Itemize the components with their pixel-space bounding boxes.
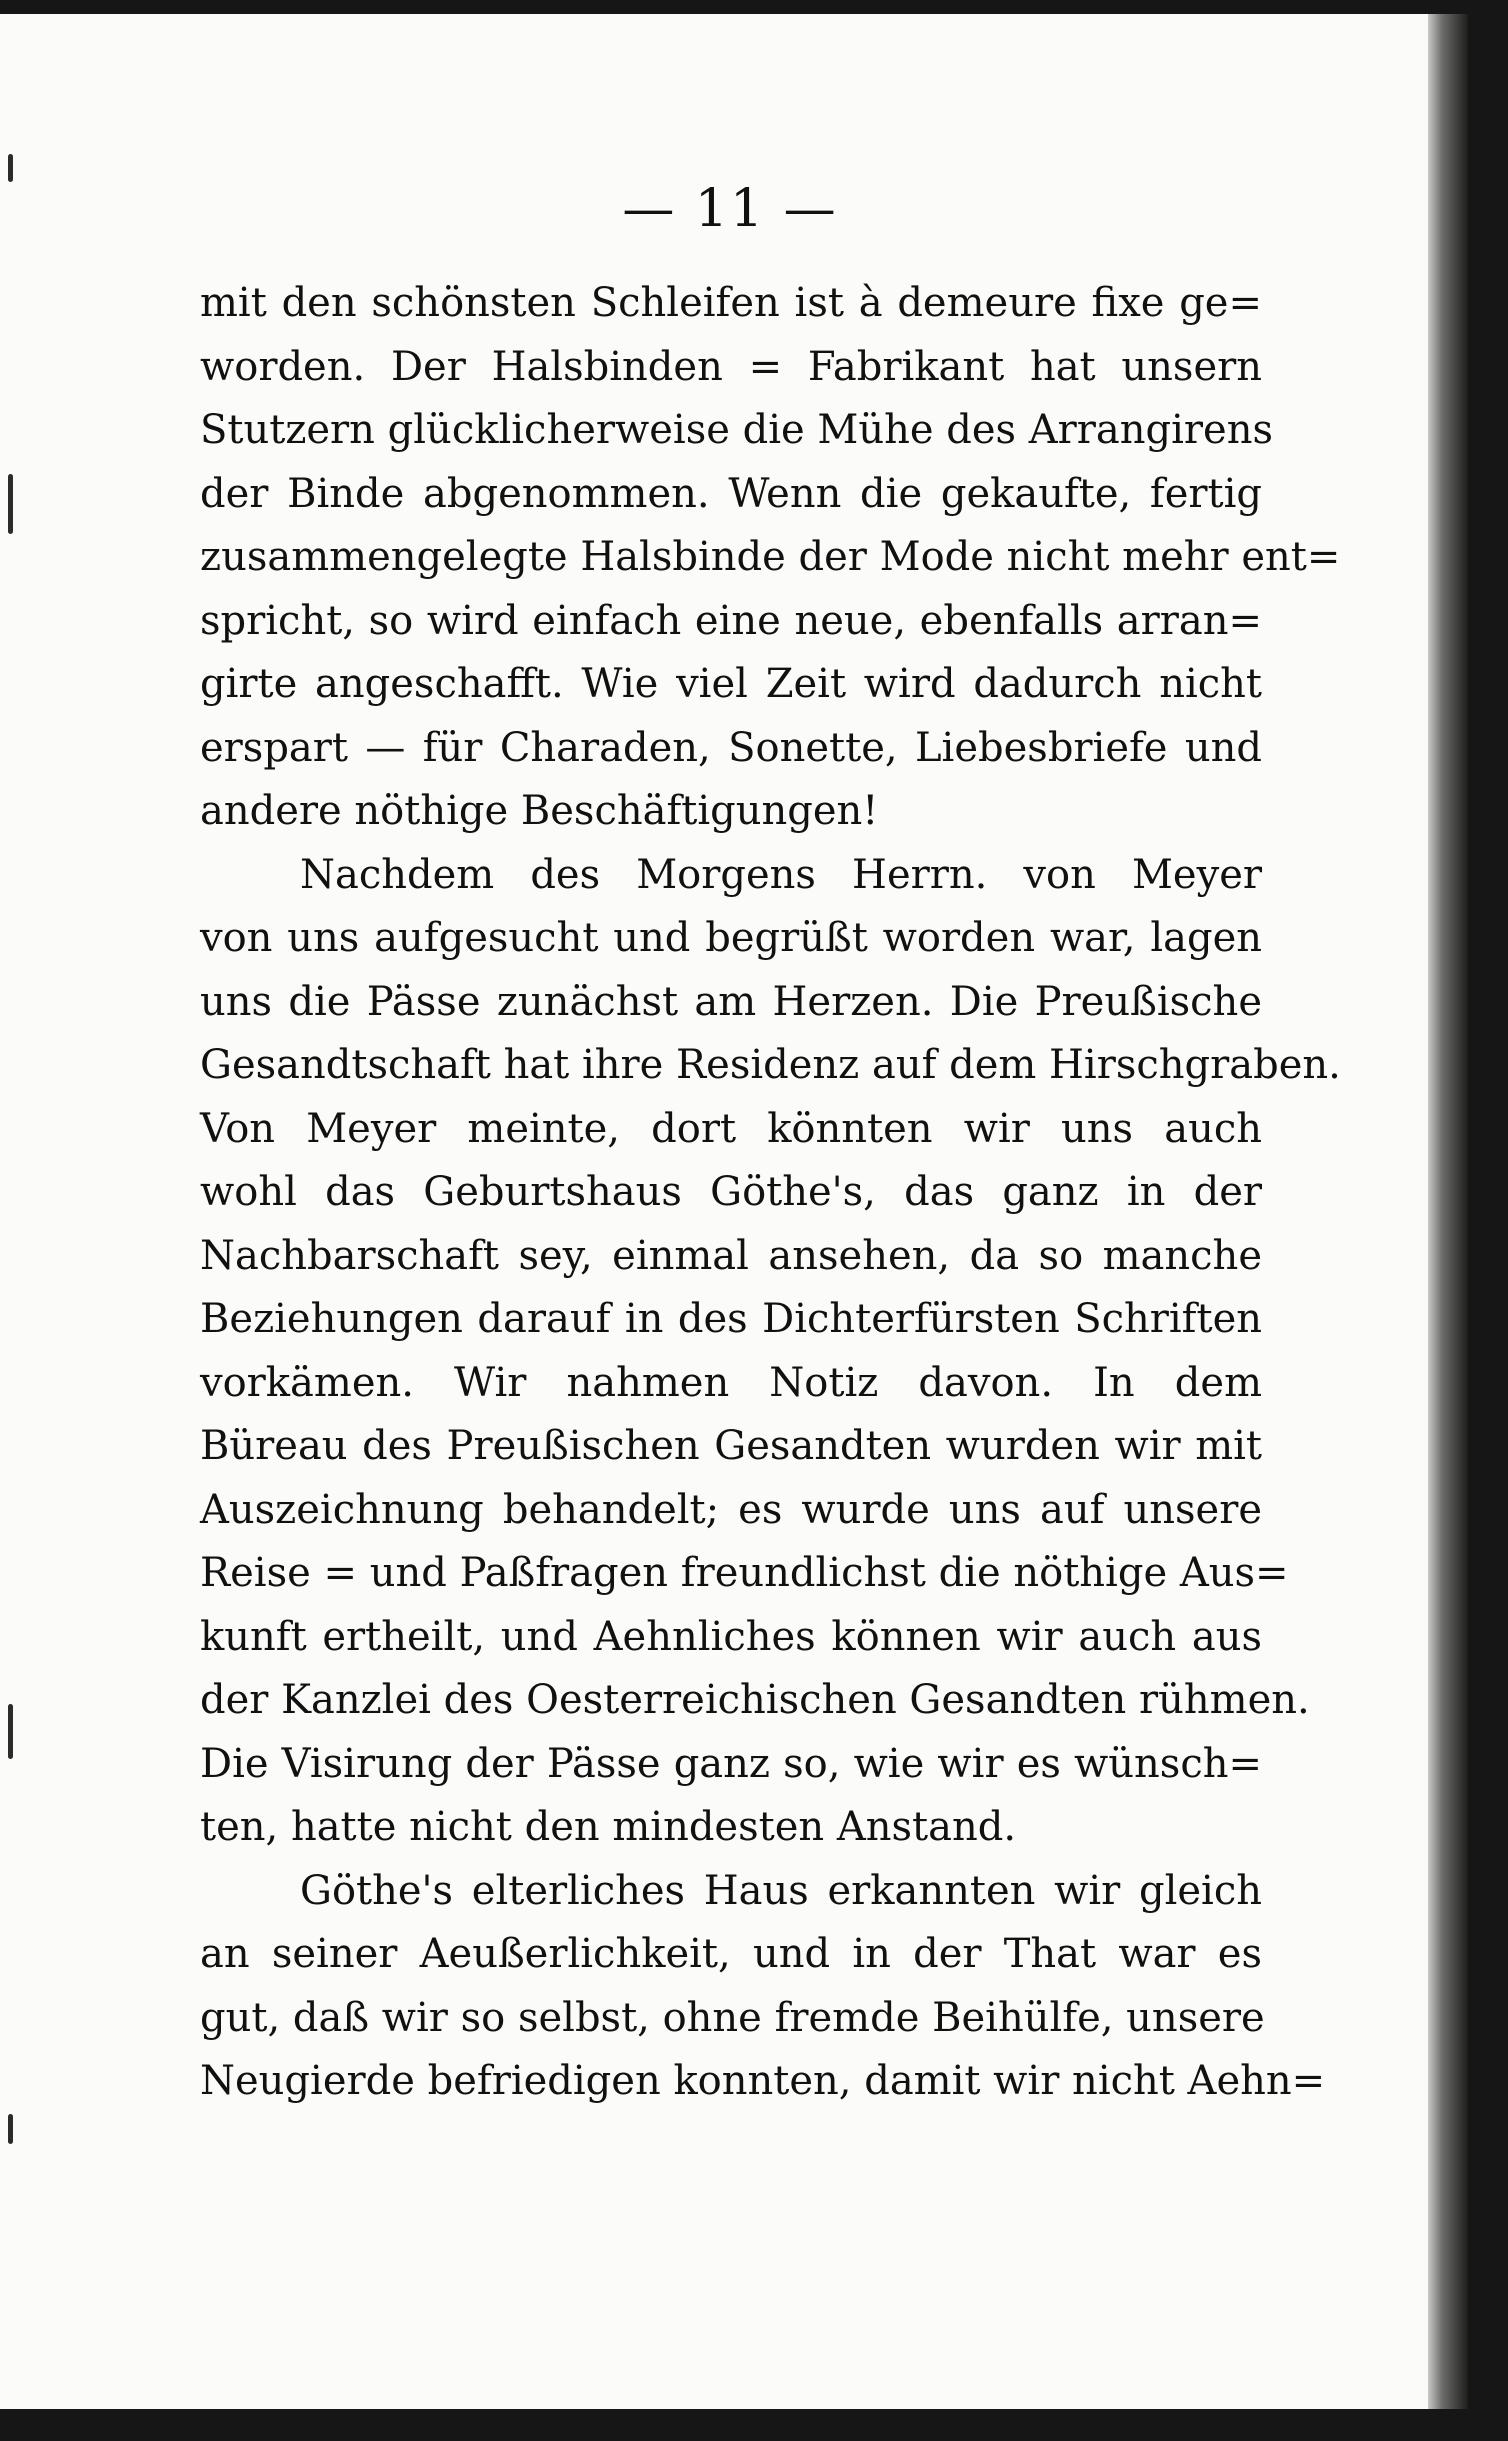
text-line: Nachbarschaft sey, einmal ansehen, da so manche bbox=[200, 1232, 1262, 1279]
text-line: spricht, so wird einfach eine neue, ebenfalls arran= bbox=[200, 597, 1262, 644]
text-line: andere nöthige Beschäftigungen! bbox=[200, 788, 879, 834]
text-line: ten, hatte nicht den mindesten Anstand. bbox=[200, 1804, 1017, 1850]
print-mark bbox=[8, 474, 13, 534]
text-line: wohl das Geburtshaus Göthe's, das ganz in der bbox=[200, 1169, 1262, 1215]
page-number: — 11 — bbox=[622, 179, 838, 239]
text-line: girte angeschafft. Wie viel Zeit wird dadurch nicht bbox=[200, 661, 1262, 707]
text-line: Beziehungen darauf in des Dichterfürsten Schriften bbox=[200, 1296, 1262, 1342]
text-line: Von Meyer meinte, dort könnten wir uns auch bbox=[200, 1105, 1262, 1152]
text-line: erspart — für Charaden, Sonette, Liebesbriefe und bbox=[200, 724, 1262, 771]
text-line: an seiner Aeußerlichkeit, und in der That war es bbox=[200, 1931, 1262, 1977]
text-line: uns die Pässe zunächst am Herzen. Die Preußische bbox=[200, 978, 1262, 1025]
text-line: Die Visirung der Pässe ganz so, wie wir es wünsch= bbox=[200, 1740, 1262, 1787]
text-line: Auszeichnung behandelt; es wurde uns auf unsere bbox=[200, 1486, 1262, 1533]
text-line: Reise = und Paßfragen freundlichst die nöthige Aus= bbox=[200, 1550, 1289, 1596]
text-line: Büreau des Preußischen Gesandten wurden wir mit bbox=[200, 1423, 1262, 1469]
page-edge-shadow bbox=[1428, 14, 1468, 2409]
text-line: worden. Der Halsbinden = Fabrikant hat unsern bbox=[200, 343, 1262, 390]
print-mark bbox=[8, 154, 13, 182]
text-line: Gesandtschaft hat ihre Residenz auf dem Hirschgraben. bbox=[200, 1042, 1341, 1088]
text-line: Nachdem des Morgens Herrn. von Meyer bbox=[300, 851, 1262, 898]
page-text bbox=[200, 272, 1341, 2114]
text-line: Stutzern glücklicherweise die Mühe des Arrangirens bbox=[200, 407, 1274, 453]
book-page bbox=[0, 14, 1468, 2409]
text-line: der Binde abgenommen. Wenn die gekaufte, fertig bbox=[200, 470, 1262, 517]
print-mark bbox=[8, 1704, 13, 1759]
text-line: Göthe's elterliches Haus erkannten wir gleich bbox=[300, 1867, 1262, 1914]
text-line: zusammengelegte Halsbinde der Mode nicht mehr ent= bbox=[200, 534, 1341, 580]
text-line: kunft ertheilt, und Aehnliches können wir auch aus bbox=[200, 1613, 1262, 1660]
text-line: gut, daß wir so selbst, ohne fremde Beihülfe, unsere bbox=[200, 1994, 1265, 2041]
text-line: Neugierde befriedigen konnten, damit wir nicht Aehn= bbox=[200, 2058, 1326, 2104]
print-mark bbox=[8, 2114, 13, 2144]
text-line: der Kanzlei des Oesterreichischen Gesandten rühmen. bbox=[200, 1677, 1310, 1723]
text-line: von uns aufgesucht und begrüßt worden war, lagen bbox=[200, 915, 1262, 961]
text-line: vorkämen. Wir nahmen Notiz davon. In dem bbox=[200, 1359, 1262, 1406]
text-line: mit den schönsten Schleifen ist à demeure fixe ge= bbox=[200, 280, 1262, 326]
